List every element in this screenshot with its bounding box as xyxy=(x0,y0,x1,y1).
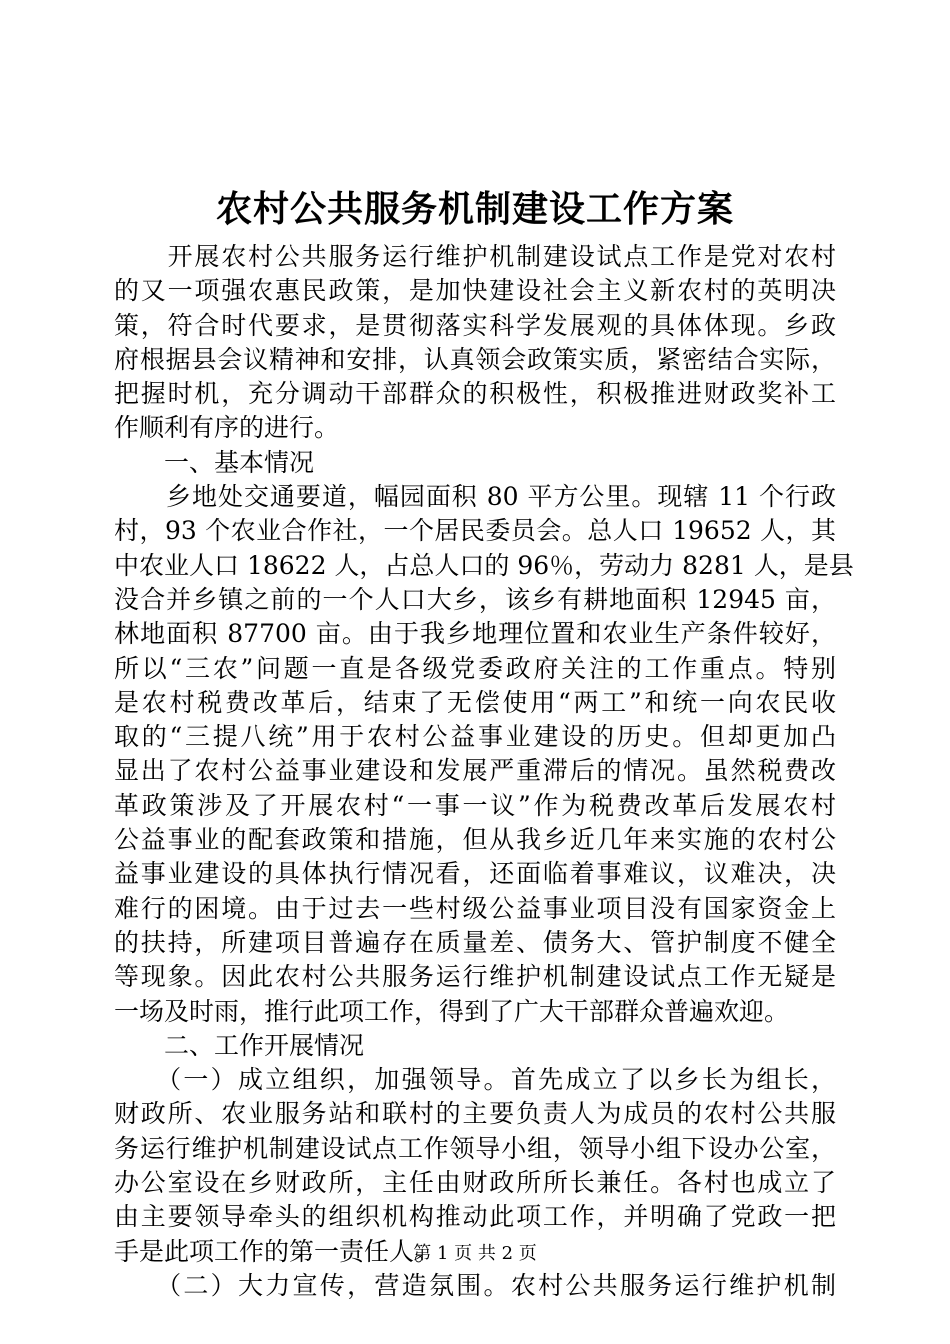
body-line: 的扶持，所建项目普遍存在质量差、债务大、管护制度不健全 xyxy=(114,927,836,957)
body-line: 手是此项工作的第一责任人。 xyxy=(114,1236,440,1266)
body-line: 林地面积 87700 亩。由于我乡地理位置和农业生产条件较好， xyxy=(114,619,836,649)
body-line: 的又一项强农惠民政策，是加快建设社会主义新农村的英明决 xyxy=(114,276,836,306)
page-footer: 第 1 页 共 2 页 xyxy=(413,1243,537,1264)
body-line: 等现象。因此农村公共服务运行维护机制建设试点工作无疑是 xyxy=(114,962,836,992)
body-line: 策，符合时代要求，是贯彻落实科学发展观的具体体现。乡政 xyxy=(114,310,836,340)
body-line: 取的“三提八统”用于农村公益事业建设的历史。但却更加凸 xyxy=(114,722,836,752)
body-line: 难行的困境。由于过去一些村级公益事业项目没有国家资金上 xyxy=(114,893,836,923)
body-line: 二、工作开展情况 xyxy=(114,1030,365,1060)
body-line: 务运行维护机制建设试点工作领导小组，领导小组下设办公室， xyxy=(114,1133,836,1163)
body-line: 公益事业的配套政策和措施，但从我乡近几年来实施的农村公 xyxy=(114,825,836,855)
body-line: 开展农村公共服务运行维护机制建设试点工作是党对农村 xyxy=(114,242,836,271)
body-line: （二）大力宣传，营造氛围。农村公共服务运行维护机制 xyxy=(114,1270,836,1300)
body-line: 所以“三农”问题一直是各级党委政府关注的工作重点。特别 xyxy=(114,653,836,683)
body-line: 中农业人口 18622 人，占总人口的 96％，劳动力 8281 人，是县 xyxy=(114,550,854,580)
document-body xyxy=(114,240,854,1303)
body-line: 没合并乡镇之前的一个人口大乡，该乡有耕地面积 12945 亩， xyxy=(114,584,836,614)
body-line: 乡地处交通要道，幅园面积 80 平方公里。现辖 11 个行政 xyxy=(114,482,836,512)
body-line: 财政所、农业服务站和联村的主要负责人为成员的农村公共服 xyxy=(114,1099,836,1129)
body-line: 革政策涉及了开展农村“一事一议”作为税费改革后发展农村 xyxy=(114,790,836,820)
document-title: 农村公共服务机制建设工作方案 xyxy=(215,188,734,230)
body-line: 把握时机，充分调动干部群众的积极性，积极推进财政奖补工 xyxy=(114,379,836,409)
body-line: 由主要领导牵头的组织机构推动此项工作，并明确了党政一把 xyxy=(114,1202,836,1232)
body-line: 村，93 个农业合作社，一个居民委员会。总人口 19652 人，其 xyxy=(114,516,836,546)
body-line: 作顺利有序的进行。 xyxy=(114,413,340,443)
body-line: 益事业建设的具体执行情况看，还面临着事难议，议难决，决 xyxy=(114,859,836,889)
body-line: 是农村税费改革后，结束了无偿使用“两工”和统一向农民收 xyxy=(114,687,836,717)
body-line: （一）成立组织，加强领导。首先成立了以乡长为组长， xyxy=(114,1065,836,1095)
body-line: 一、基本情况 xyxy=(114,447,315,477)
body-line: 一场及时雨，推行此项工作，得到了广大干部群众普遍欢迎。 xyxy=(114,996,790,1026)
body-line: 显出了农村公益事业建设和发展严重滞后的情况。虽然税费改 xyxy=(114,756,836,786)
body-line: 府根据县会议精神和安排，认真领会政策实质，紧密结合实际， xyxy=(114,344,836,374)
body-line: 办公室设在乡财政所，主任由财政所所长兼任。各村也成立了 xyxy=(114,1168,836,1198)
